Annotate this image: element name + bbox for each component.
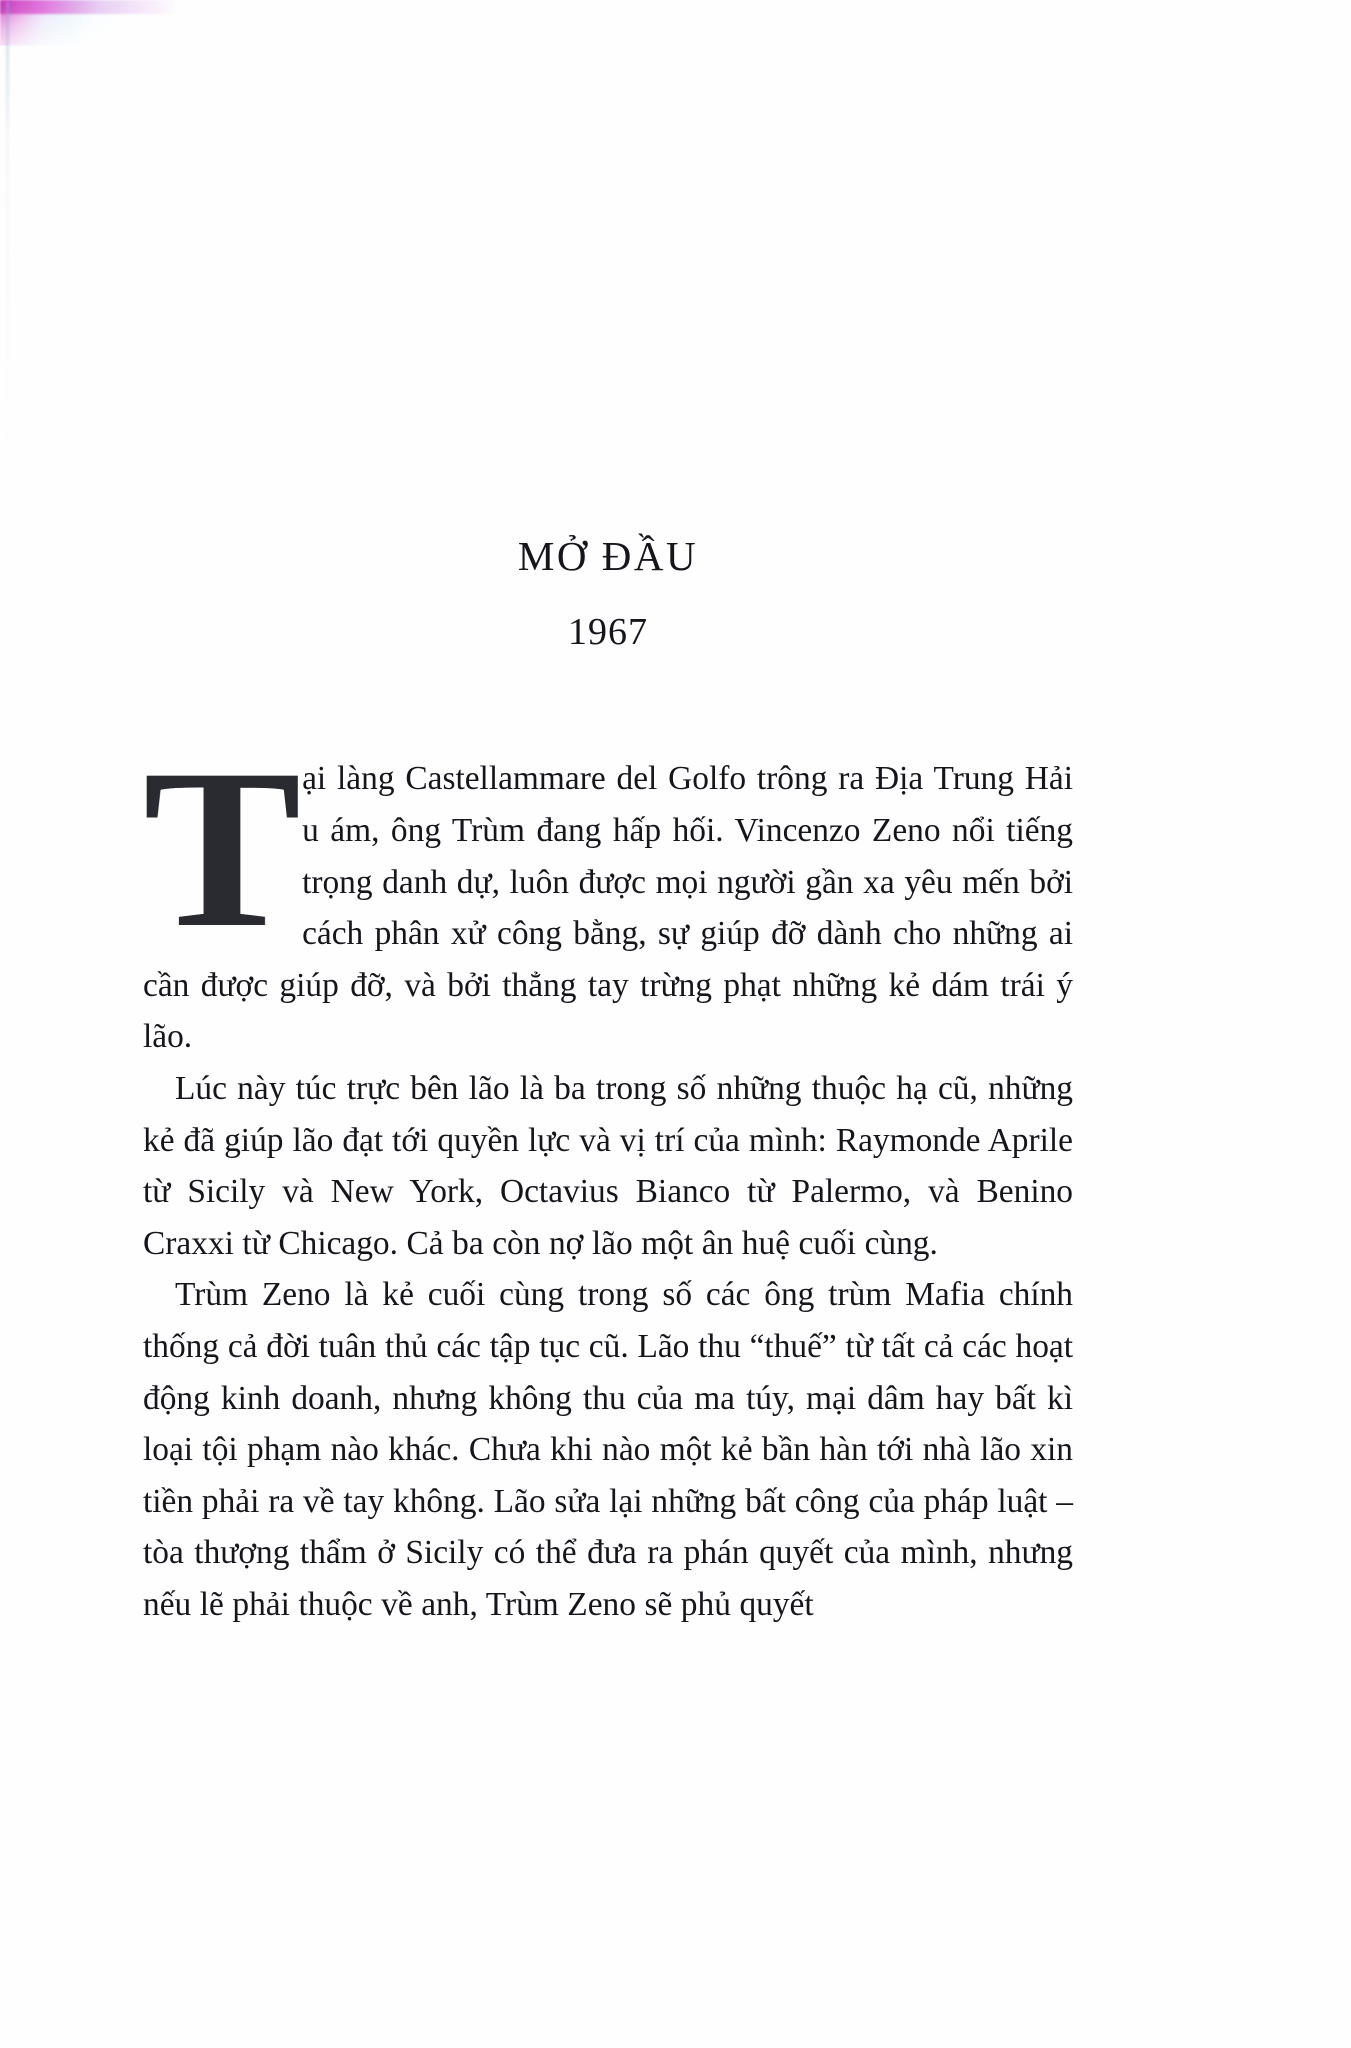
paragraph: Trùm Zeno là kẻ cuối cùng trong số các ông trùm Mafia chính thống cả đời tuân thủ các tập tục cũ. Lão thu “thuế” từ tất cả các hoạt động kinh doanh, nhưng không thu của ma túy, mại dâm hay bất kì loại tội phạm nào khác. Chưa khi nào một kẻ bần hàn tới nhà lão xin tiền phải ra về tay không. Lão sửa lại những bất công của pháp luật – tòa thượng thẩm ở Sicily có thể đưa ra phán quyết của mình, nhưng nếu lẽ phải thuộc về anh, Trùm Zeno sẽ phủ quyết [143,1276,1073,1623]
chapter-heading: MỞ ĐẦU [517,533,699,579]
scan-artifact-vertical-line [6,2,9,622]
scan-artifact [0,0,130,46]
paragraph-text: ại làng Castellammare del Golfo trông ra Địa Trung Hải u ám, ông Trùm đang hấp hối. Vincenzo Zeno nổi tiếng trọng danh dự, luôn được mọi người gần xa yêu mến bởi cách phân xử công bằng, sự giúp đỡ dành cho những ai cần được giúp đỡ, và bởi thẳng tay trừng phạt những kẻ dám trái ý lão. [143,760,1073,1056]
body-copy [143,653,1073,1630]
page-content [143,0,1073,1631]
drop-cap-letter: T [143,723,302,976]
paragraph [143,723,1073,1063]
chapter-year: 1967 [568,610,648,653]
paragraph: Lúc này túc trực bên lão là ba trong số những thuộc hạ cũ, những kẻ đã giúp lão đạt tới quyền lực và vị trí của mình: Raymonde Aprile từ Sicily và New York, Octavius Bianco từ Palermo, và Benino Craxxi từ Chicago. Cả ba còn nợ lão một ân huệ cuối cùng. [143,1070,1073,1262]
